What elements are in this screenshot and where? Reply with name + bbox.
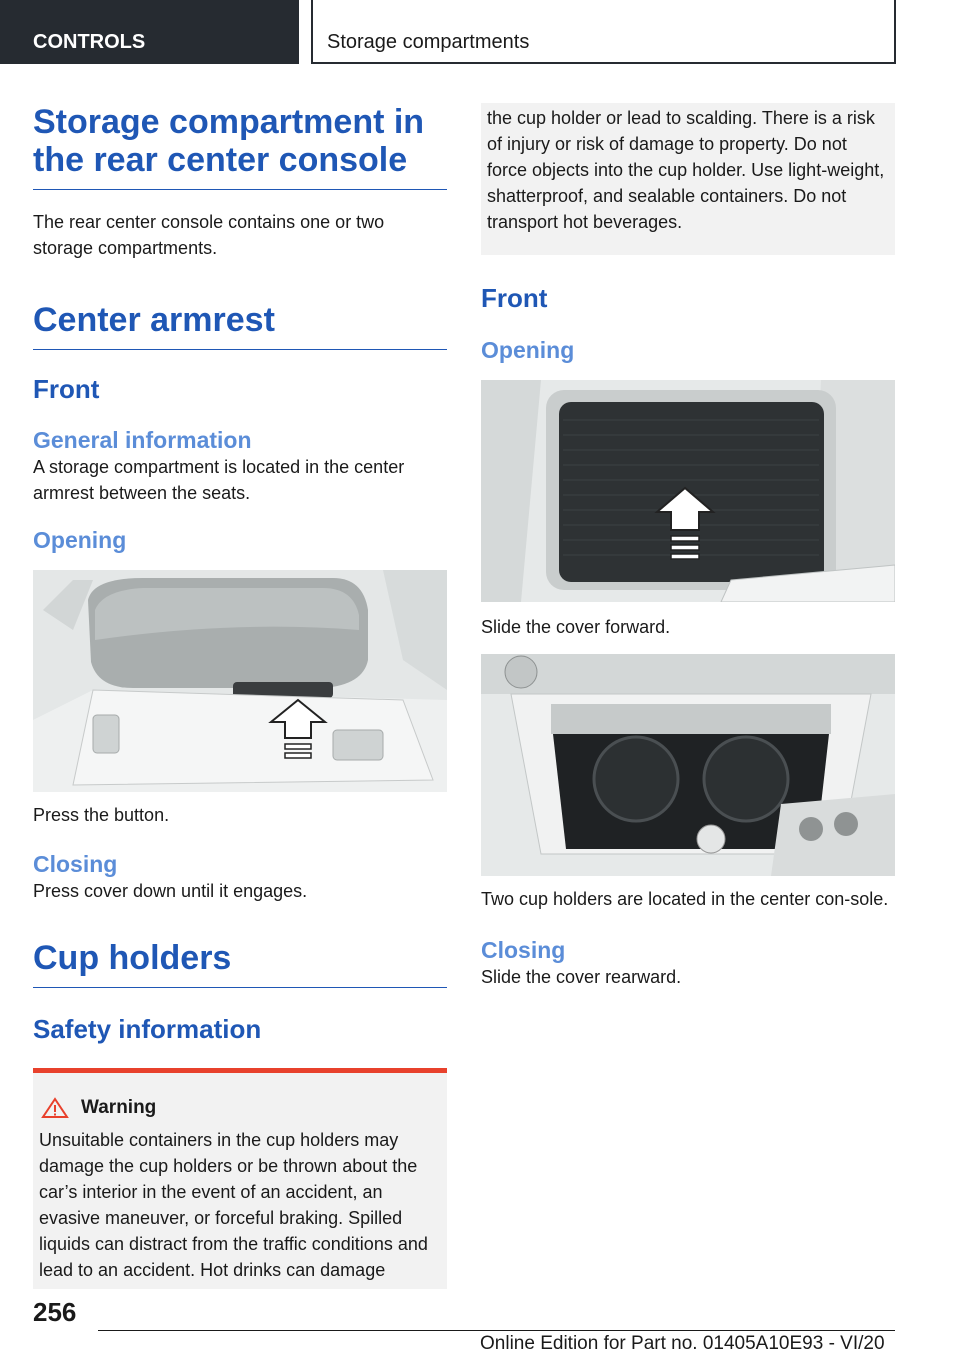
armrest-illustration [33,570,447,792]
warning-header [39,1095,439,1121]
cup-holders-illustration [481,654,895,876]
chapter-title: Storage compartments [311,0,896,64]
page-number: 256 [33,1297,77,1327]
closing-heading: Closing [33,851,118,877]
warning-box [33,1068,447,1289]
opening-heading: Opening [33,527,127,553]
press-button-text: Press the button. [33,805,170,825]
section-tab: CONTROLS [0,0,299,64]
left-column [33,103,447,1289]
closing-heading-right: Closing [481,937,566,963]
front-heading: Front [33,374,100,404]
slide-forward-text: Slide the cover forward. [481,617,671,637]
warning-continued-box [481,103,895,255]
two-cup-holders-text: Two cup holders are located in the center con-sole. [481,889,889,909]
title-cup-holders: Cup holders [33,939,447,988]
warning-continued-text: the cup holder or lead to scalding. There is a risk of injury or risk of damage to property. Do not force objects into the cup holder. Use light-weight, shatterproof, and sealable containers. Do not transport hot beverages. [487,108,885,232]
edition-text: Online Edition for Part no. 01405A10E93 - VI/20 [480,1333,885,1354]
footer-divider [98,1330,895,1331]
cup-holders-image [481,654,895,876]
closing-text: Press cover down until it engages. [33,881,308,901]
right-column [481,103,895,990]
title-rear-console: Storage compartment in the rear center console [33,103,447,190]
cover-closed-illustration [481,380,895,602]
armrest-image [33,570,447,792]
closing-text-right: Slide the cover rearward. [481,967,682,987]
rear-console-text: The rear center console contains one or two storage compartments. [33,212,385,258]
opening-heading-right: Opening [481,337,575,363]
title-center-armrest: Center armrest [33,301,447,350]
front-heading-right: Front [481,283,548,313]
general-info-text: A storage compartment is located in the center armrest between the seats. [33,457,405,503]
cover-closed-image [481,380,895,602]
warning-triangle-icon [41,1097,69,1119]
safety-heading: Safety information [33,1014,262,1044]
warning-title: Warning [81,1097,157,1118]
warning-text: Unsuitable containers in the cup holders may damage the cup holders or be thrown about the car’s interior in the event of an accident, an evasive maneuver, or forceful braking. Spilled liquids can distract from the traffic conditions and lead to an accident. Hot drinks can damage [39,1130,428,1280]
general-info-heading: General information [33,427,252,453]
